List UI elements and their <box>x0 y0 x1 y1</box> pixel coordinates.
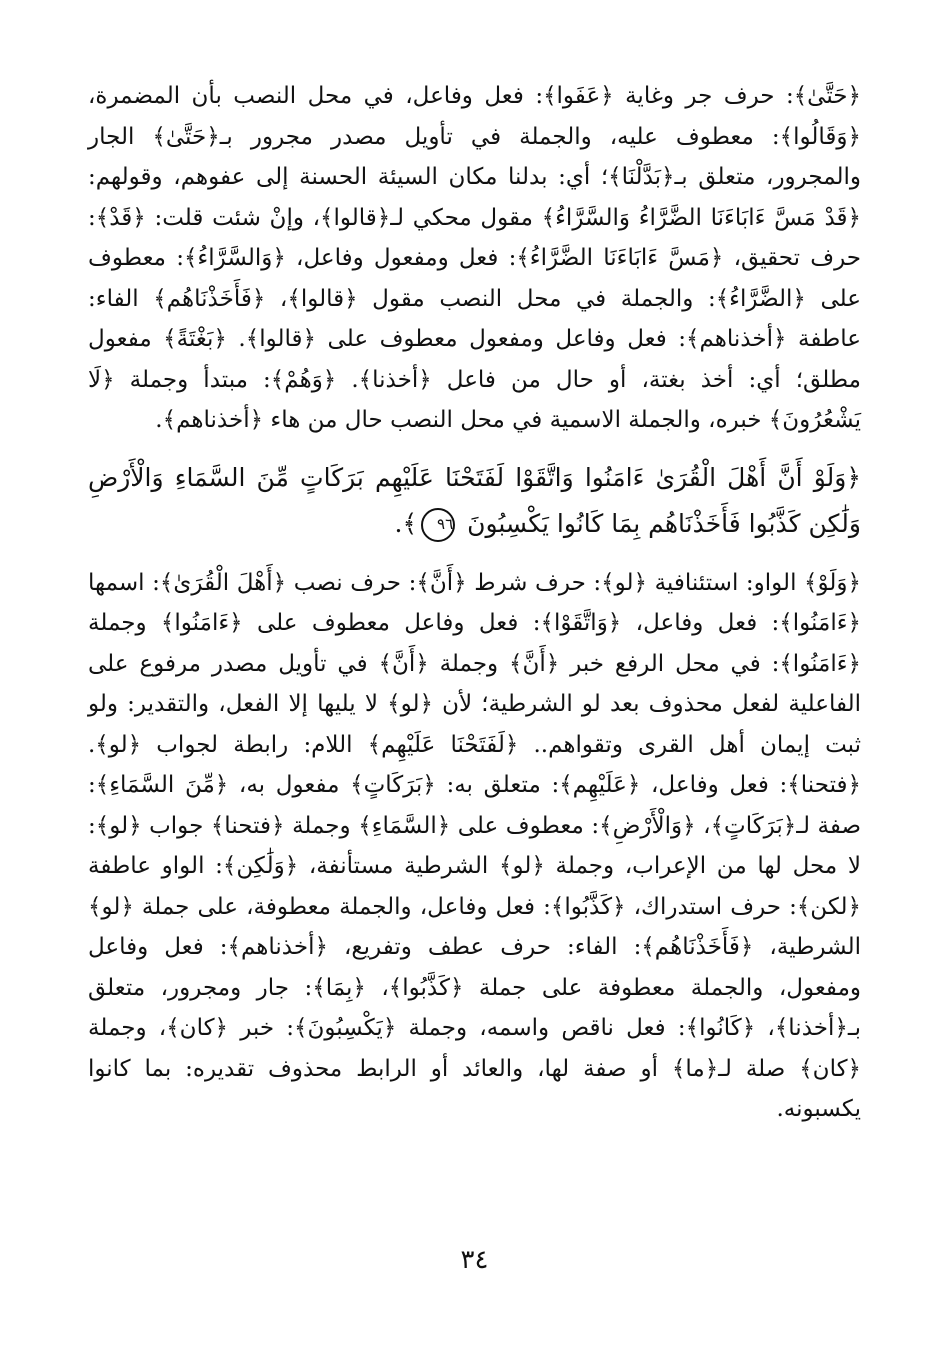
text-line: مصدر مرفوع على الفاعلية لفعل محذوف بعد لو الشرطية؛ لأن ﴿لو﴾ لا يليها إلا <box>88 650 861 717</box>
text-line: عطف وتفريع، ﴿أخذناهم﴾: فعل وفاعل ومفعول، والجملة معطوفة على جملة <box>88 934 861 1001</box>
text-line: وجملة ﴿فتحنا﴾ جواب ﴿لو﴾: لا محل لها من الإعراب، وجملة ﴿لو﴾ الشرطية <box>88 812 861 879</box>
text-line: والمجرور، متعلق بـ﴿بَدَّلْنَا﴾؛ أي: بدلنا مكان السيئة الحسنة إلى عفوهم، <box>173 164 861 190</box>
text-line: ﴿ءَامَنُوا﴾ وجملة ﴿ءَامَنُوا﴾: في محل الرفع خبر ﴿أَنَّ﴾ وجملة ﴿أَنَّ﴾ في تأويل <box>88 610 862 677</box>
text-line: وفاعل، والجملة معطوفة، على جملة ﴿لو﴾ الشرطية، ﴿فَأَخَذْنَاهُم﴾: الفاء: حرف <box>88 893 861 960</box>
verse-text: ﴿وَلَوْ أَنَّ أَهْلَ الْقُرَىٰ ءَامَنُوا وَاتَّقَوْا لَفَتَحْنَا عَلَيْهِم بَرَكَاتٍ مِّنَ السَّمَاءِ وَالْأَرْضِ وَلَٰكِن كَذَّبُوا فَأَخَذْنَاهُم بِمَا كَانُوا يَكْسِبُونَ <box>88 462 861 538</box>
text-line: الْقُرَىٰ﴾: اسمها ﴿ءَامَنُوا﴾: فعل وفاعل، ﴿وَاتَّقَوْا﴾: فعل وفاعل معطوف على <box>88 569 861 636</box>
text-line: ﴿فَأَخَذْنَاهُم﴾ الفاء: عاطفة ﴿أخذناهم﴾: فعل وفاعل ومفعول معطوف على <box>88 285 861 352</box>
text-line: لها، والعائد أو الرابط محذوف تقديره: بما كانوا يكسبونه. <box>88 1055 861 1122</box>
text-line: ﴿كَذَّبُوا﴾، ﴿بِمَا﴾: جار ومجرور، متعلق بـ﴿أخذنا﴾، ﴿كَانُوا﴾: فعل ناقص <box>88 974 862 1041</box>
text-line: مفعول به، ﴿مِّنَ السَّمَاءِ﴾: صفة لـ﴿بَرَكَاتٍ﴾، ﴿وَالْأَرْضِ﴾: معطوف على ﴿السَّمَاءِ﴾ <box>88 772 862 839</box>
text-line: ﴿وَقَالُوا﴾: معطوف عليه، والجملة في تأويل مصدر مجرور بـ﴿حَتَّىٰ﴾ الجار <box>88 123 861 150</box>
grammar-analysis-paragraph-2 <box>88 563 861 1130</box>
verse-closing: ﴾. <box>394 508 418 538</box>
text-line: ﴿وَهُمْ﴾: مبتدأ وجملة ﴿لَا يَشْعُرُونَ﴾ خبره، والجملة الاسمية في محل النصب <box>88 366 861 433</box>
quran-verse <box>88 455 861 547</box>
text-line: قلت: ﴿قَدْ﴾: حرف تحقيق، ﴿مَسَّ ءَابَاءَنَا الضَّرَّاءُ﴾: فعل ومفعول وفاعل، <box>88 204 861 271</box>
text-line: وقولهم: ﴿قَدْ مَسَّ ءَابَاءَنَا الضَّرَّاءُ وَالسَّرَّاءُ﴾ مقول محكي لـ﴿قالوا﴾، وإنْ شئت <box>88 164 861 231</box>
text-line: ﴿قالوا﴾. ﴿بَغْتَةً﴾ مفعول مطلق؛ أي: أخذ بغتة، أو حال من فاعل ﴿أخذنا﴾. <box>88 326 861 393</box>
text-line: حال من هاء ﴿أخذناهم﴾. <box>155 407 383 433</box>
text-line: واسمه، وجملة ﴿يَكْسِبُونَ﴾: خبر ﴿كان﴾، وجملة ﴿كان﴾ صلة لـ﴿ما﴾ أو صفة <box>88 1015 861 1082</box>
text-line: رابطة لجواب ﴿لو﴾. ﴿فتحنا﴾: فعل وفاعل، ﴿عَلَيْهِم﴾: متعلق به: ﴿بَرَكَاتٍ﴾ <box>88 731 861 798</box>
page-number: ٣٤ <box>460 1245 489 1275</box>
text-line: مستأنفة، ﴿وَلَٰكِن﴾: الواو عاطفة ﴿لكن﴾: حرف استدراك، ﴿كَذَّبُوا﴾: فعل <box>88 853 862 920</box>
text-line: ﴿حَتَّىٰ﴾: حرف جر وغاية ﴿عَفَوا﴾: فعل وفاعل، في محل النصب بأن المضمرة، <box>88 83 861 109</box>
text-line: ﴿وَلَوْ﴾ الواو: استئنافية ﴿لو﴾: حرف شرط ﴿أَنَّ﴾: حرف نصب ﴿أَهْلَ <box>236 569 862 596</box>
text-line: ﴿وَالسَّرَّاءُ﴾: معطوف على ﴿الضَّرَّاءُ﴾: والجملة في محل النصب مقول ﴿قالوا﴾، <box>88 245 862 312</box>
ayah-number-marker: ٩٦ <box>421 508 455 542</box>
text-line: الفعل، والتقدير: ولو ثبت إيمان أهل القرى وتقواهم.. ﴿لَفَتَحْنَا عَلَيْهِم﴾ اللام: <box>88 691 862 758</box>
grammar-analysis-paragraph-1 <box>88 76 861 441</box>
